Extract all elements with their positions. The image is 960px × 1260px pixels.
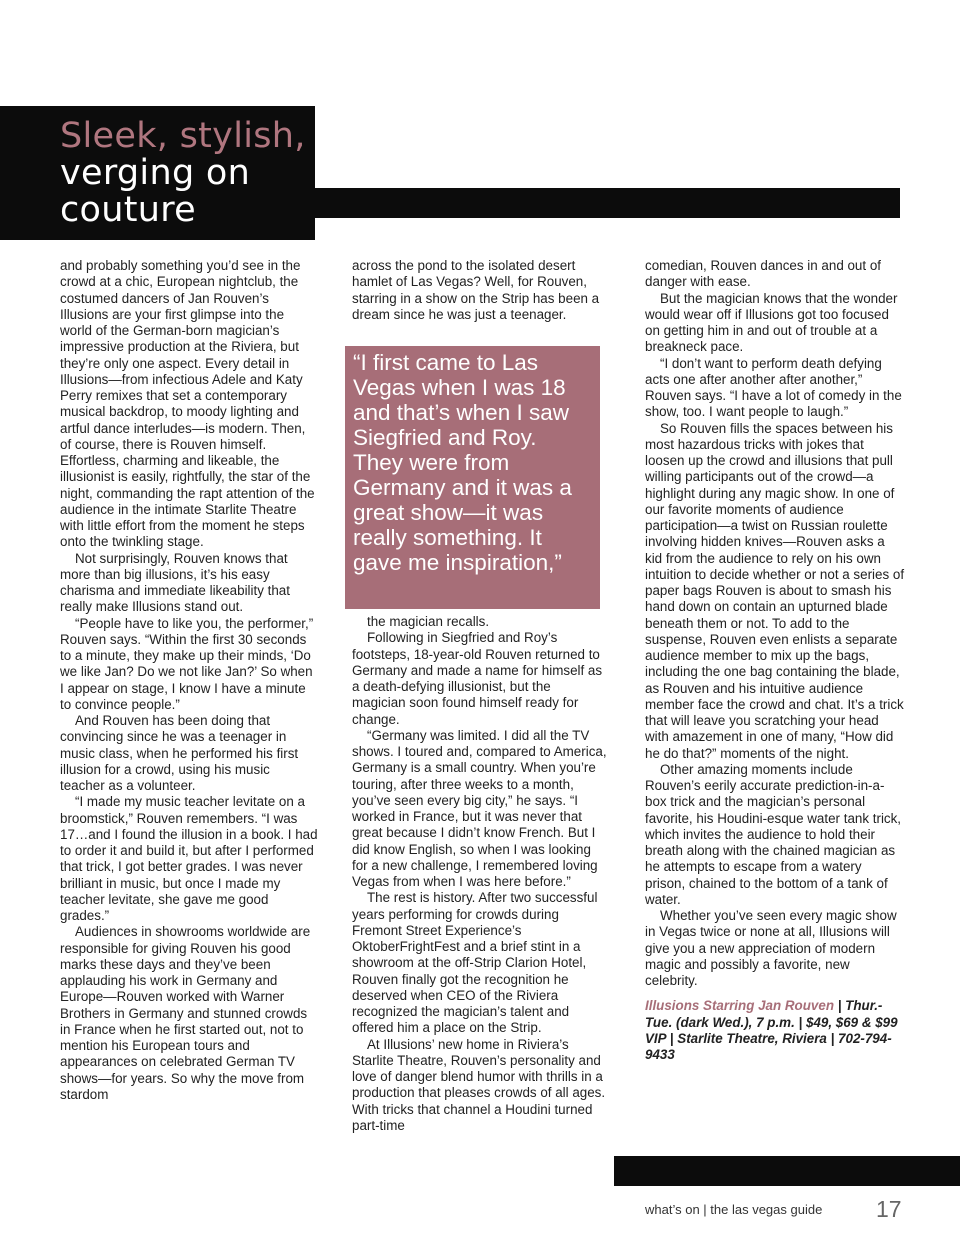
article-column-1	[60, 258, 318, 1103]
paragraph: Other amazing moments include Rouven’s eerily accurate prediction-in-a-box trick and the magician’s personal favorite, his Houdini-esque water tank trick, which invites the audience to hold their breath along with the chained magician as he attempts to escape from a watery prison, chained to the bottom of a tank of water.	[645, 761, 902, 907]
paragraph: the magician recalls.	[367, 614, 490, 629]
footer-text: what’s on | the las vegas guide	[645, 1202, 823, 1217]
page-number: 17	[876, 1196, 902, 1222]
paragraph: “People have to like you, the performer,” Rouven says. “Within the first 30 seconds to a minute, they make up their minds, ‘Do we like Jan? Do we not like Jan?’ So when I appear on stage, I know I have a minute to convince people.”	[60, 615, 314, 712]
headline-line-3: couture	[60, 190, 196, 230]
article-column-2-bottom	[352, 614, 607, 1134]
paragraph: So Rouven fills the spaces between his most hazardous tricks with jokes that loosen up the crowd and illusions that pull willing participants out of the crowd—a highlight during any magic show. In one of our favorite moments of audience participation—a twist on Russian roulette involving hidden knives—Rouven asks a kid from the audience to rely on his own intuition to decide whether or not a series of paper bags Rouven is about to smash his hand down on contain an upturned blade beneath them or not. To add to the suspense, Rouven even enlists a separate audience member to mix up the bags, including the one bag containing the blade, as Rouven and his intuitive audience member face the crowd and chat. It’s a trick that will leave you scratching your head with amazement in one of many, “How did he do that?” moments of the night.	[645, 420, 905, 761]
show-info	[645, 998, 905, 1063]
paragraph: “I made my music teacher levitate on a broomstick,” Rouven remembers. “I was 17…and I found the illusion in a book. I had to order it and build it, but after I performed that trick, I got better grades. I was never brilliant in music, but once I made my teacher levitate, she gave me good grades.”	[60, 794, 318, 923]
paragraph: and probably something you’d see in the crowd at a chic, European nightclub, the costumed dancers of Jan Rouven’s Illusions are your first glimpse into the world of the German-born magician’s impressive production at the Riviera, but they’re only one aspect. Every detail in Illusions—from infectious Adele and Katy Perry remixes that set a contemporary musical backdrop, to moody lighting and artful dance interludes—is modern. Then, of course, there is Rouven himself. Effortless, charming and likeable, the illusionist is easily, rightfully, the star of the night, commanding the rapt attention of the audience in the intimate Starlite Theatre with little effort from the moment he steps onto the twinkling stage.	[60, 258, 315, 550]
article-column-2-top	[352, 258, 607, 323]
pull-quote: “I first came to Las Vegas when I was 18 and that’s when I saw Siegfried and Roy. They were from Germany and it was a great show—it was really something. It gave me inspiration,”	[345, 346, 600, 609]
headline-line-1: Sleek, stylish,	[60, 116, 306, 156]
headline-line-2: verging on	[60, 153, 251, 193]
paragraph: Whether you’ve seen every magic show in Vegas twice or none at all, Illusions will give you a new appreciation of modern magic and possibly a favorite, new celebrity.	[645, 908, 897, 988]
paragraph: The rest is history. After two successful years performing for crowds during Fremont Street Experience’s OktoberFrightFest and a brief stint in a showroom at the off-Strip Clarion Hotel, Rouven finally got the recognition he deserved when CEO of the Riviera recognized the magician’s talent and offered him a place on the Strip.	[352, 890, 598, 1036]
footer-rule-bar	[614, 1156, 960, 1186]
paragraph: And Rouven has been doing that convincing since he was a teenager in music class, when he performed his first illusion for a crowd, using his music teacher as a volunteer.	[60, 713, 299, 793]
article-column-3	[645, 258, 905, 1063]
paragraph: Following in Siegfried and Roy’s footsteps, 18-year-old Rouven returned to Germany and made a name for himself as a death-defying illusionist, but the magician soon found himself ready for change.	[352, 630, 603, 727]
show-details: | Thur.-Tue. (dark Wed.), 7 p.m. | $49, $69 & $99 VIP | Starlite Theatre, Riviera | 702-794-9433	[645, 998, 898, 1062]
paragraph: “Germany was limited. I did all the TV shows. I toured and, compared to America, Germany is a small country. When you’re touring, after three weeks to a month, you’ve seen every big city,” he says. “I worked in France, but it was never that great because I didn’t know French. But I did know English, so when I was looking for a new challenge, I remembered loving Vegas from when I was here before.”	[352, 727, 607, 889]
paragraph: “I don’t want to perform death defying acts one after another after another,” Rouven says. “I have a lot of comedy in the show, too. I want people to laugh.”	[645, 355, 902, 420]
header-rule-bar	[315, 188, 900, 218]
paragraph: Not surprisingly, Rouven knows that more than big illusions, it’s his easy charisma and immediate likeability that really make Illusions stand out.	[60, 550, 290, 615]
paragraph: At Illusions’ new home in Riviera’s Starlite Theatre, Rouven’s personality and love of danger blend humor with thrills in a production that pleases crowds of all ages. With tricks that channel a Houdini turned part-time	[352, 1036, 606, 1133]
show-title: Illusions Starring Jan Rouven	[645, 998, 834, 1014]
paragraph: Audiences in showrooms worldwide are responsible for giving Rouven his good marks these days and they’ve been applauding his work in Germany and Europe—Rouven worked with Warner Brothers in Germany and stunned crowds in France when he first started out, not to mention his European tours and appearances on celebrated German TV shows—for years. So why the move from stardom	[60, 924, 311, 1102]
paragraph: comedian, Rouven dances in and out of danger with ease.	[645, 258, 881, 290]
headline	[60, 118, 310, 229]
paragraph: across the pond to the isolated desert hamlet of Las Vegas? Well, for Rouven, starring in a show on the Strip has been a dream since he was just a teenager.	[352, 258, 600, 322]
paragraph: But the magician knows that the wonder would wear off if Illusions got too focused on getting him in and out of trouble at a breakneck pace.	[645, 290, 898, 355]
